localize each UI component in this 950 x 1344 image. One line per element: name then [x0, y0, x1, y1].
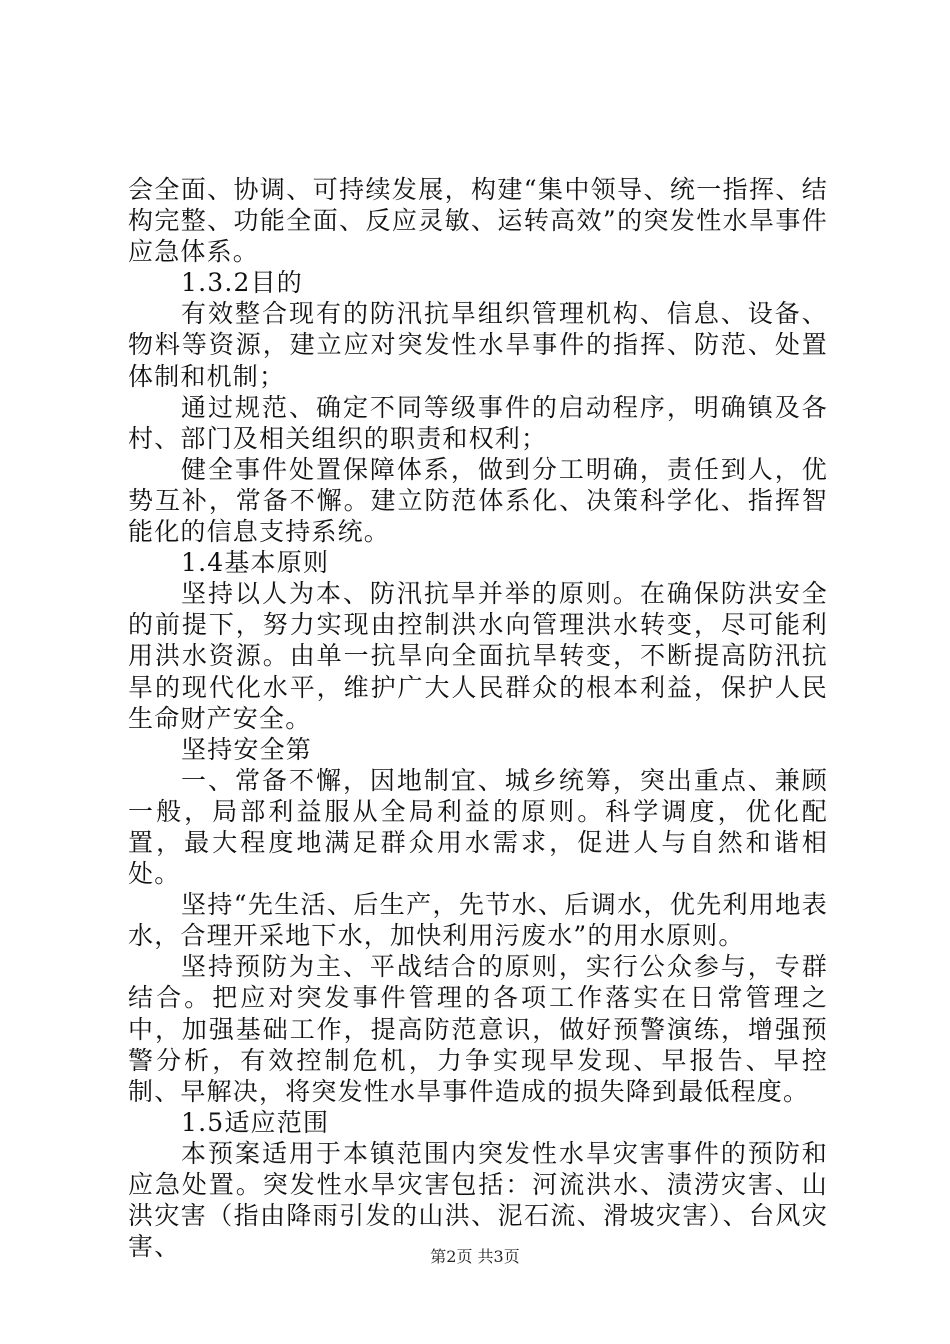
- paragraph-scope: 本预案适用于本镇范围内突发性水旱灾害事件的预防和应急处置。突发性水旱灾害包括：河流洪水、渍涝灾害、山洪灾害（指由降雨引发的山洪、泥石流、滑坡灾害）、台风灾害、: [128, 1138, 828, 1262]
- page-footer: 第2页 共3页: [430, 1247, 520, 1266]
- document-body: [128, 174, 828, 1262]
- paragraph-purpose-support-system: 健全事件处置保障体系，做到分工明确，责任到人，优势互补，常备不懈。建立防范体系化、决策科学化、指挥智能化的信息支持系统。: [128, 454, 828, 547]
- paragraph-principle-water-use: 坚持“先生活、后生产，先节水、后调水，优先利用地表水，合理开采地下水，加快利用污废水”的用水原则。: [128, 890, 828, 951]
- paragraph-principle-prevention: 坚持预防为主、平战结合的原则，实行公众参与，专群结合。把应对突发事件管理的各项工作落实在日常管理之中，加强基础工作，提高防范意识，做好预警演练，增强预警分析，有效控制危机，力争实现早发现、早报告、早控制、早解决，将突发性水旱事件造成的损失降到最低程度。: [128, 952, 828, 1106]
- paragraph-system-goal: 会全面、协调、可持续发展，构建“集中领导、统一指挥、结构完整、功能全面、反应灵敏、运转高效”的突发性水旱事件应急体系。: [128, 175, 828, 267]
- section-heading-1-4: 1.4基本原则: [181, 548, 330, 578]
- paragraph-principle-people: 坚持以人为本、防汛抗旱并举的原则。在确保防洪安全的前提下，努力实现由控制洪水向管理洪水转变，尽可能利用洪水资源。由单一抗旱向全面抗旱转变，不断提高防汛抗旱的现代化水平，维护广大人民群众的根本利益，保护人民生命财产安全。: [128, 579, 828, 733]
- paragraph-purpose-integration: 有效整合现有的防汛抗旱组织管理机构、信息、设备、物料等资源，建立应对突发性水旱事件的指挥、防范、处置体制和机制；: [128, 299, 828, 391]
- paragraph-principle-safety: 坚持安全第: [181, 734, 313, 764]
- section-heading-1-5: 1.5适应范围: [181, 1107, 330, 1137]
- section-heading-1-3-2: 1.3.2目的: [181, 268, 304, 298]
- paragraph-principle-readiness: 一、常备不懈，因地制宜、城乡统筹，突出重点、兼顾一般，局部利益服从全局利益的原则。科学调度，优化配置，最大程度地满足群众用水需求，促进人与自然和谐相处。: [128, 765, 828, 889]
- paragraph-purpose-procedures: 通过规范、确定不同等级事件的启动程序，明确镇及各村、部门及相关组织的职责和权利；: [128, 392, 828, 453]
